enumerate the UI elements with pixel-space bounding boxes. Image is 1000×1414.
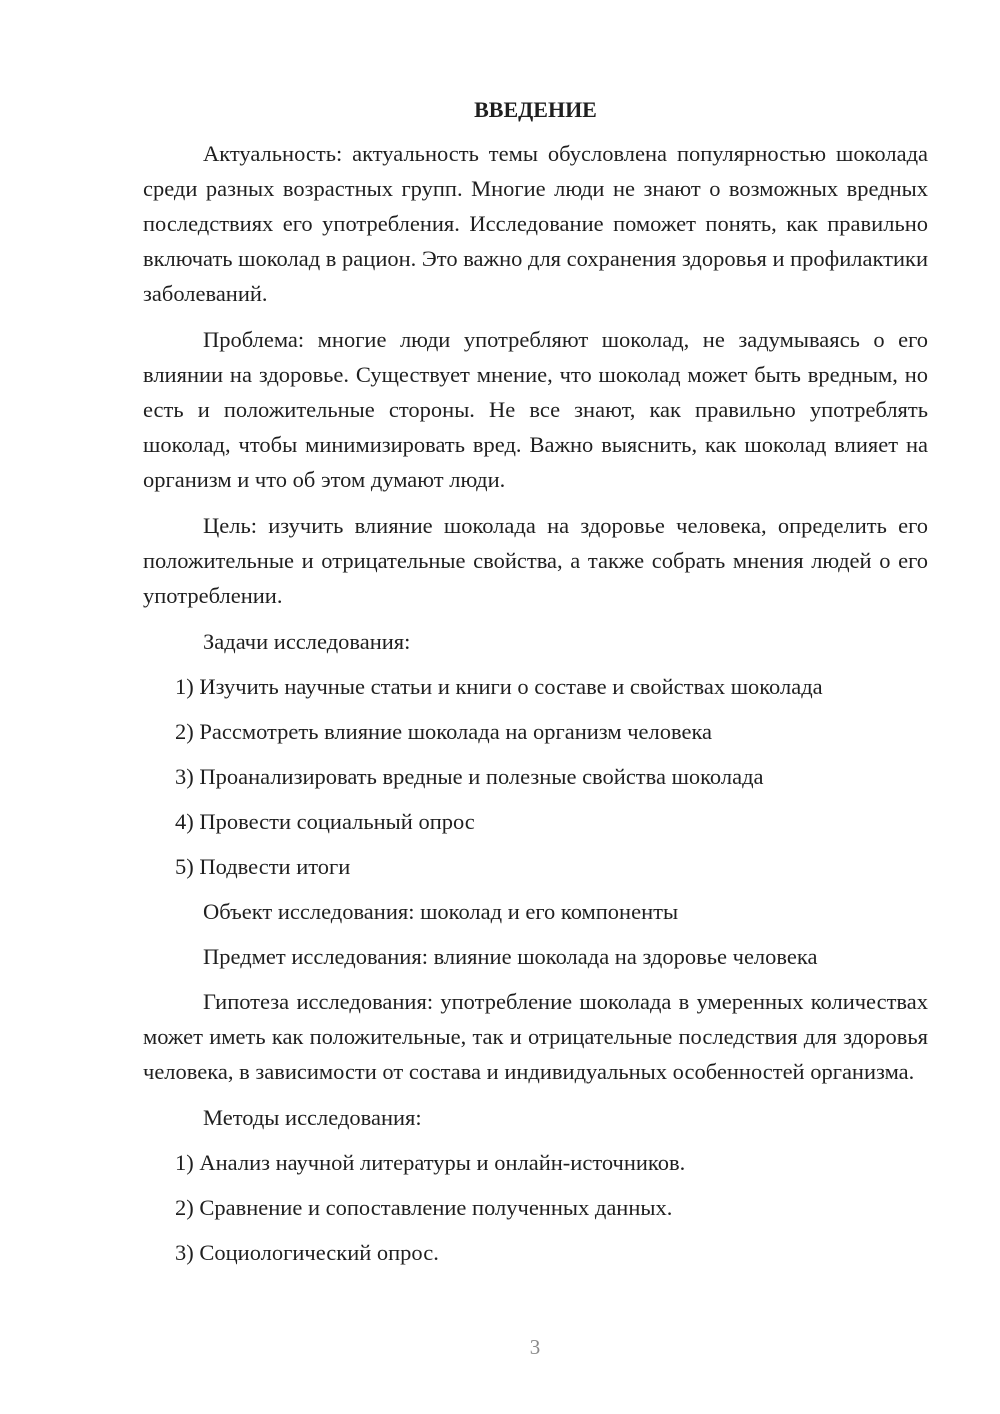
research-subject: Предмет исследования: влияние шоколада на здоровье человека bbox=[203, 944, 818, 969]
method-item: 1) Анализ научной литературы и онлайн-источников. bbox=[175, 1150, 686, 1175]
page-number: 3 bbox=[529, 1335, 541, 1359]
hypothesis-paragraph: Гипотеза исследования: употребление шоколада в умеренных количествах может иметь как положительные, так и отрицательные последствия для здоровья человека, в зависимости от состава и индивидуальных особенностей организма. bbox=[143, 989, 928, 1084]
tasks-heading: Задачи исследования: bbox=[203, 629, 411, 654]
research-object: Объект исследования: шоколад и его компоненты bbox=[203, 899, 679, 924]
methods-heading: Методы исследования: bbox=[203, 1105, 422, 1130]
task-item: 2) Рассмотреть влияние шоколада на организм человека bbox=[175, 719, 713, 744]
goal-paragraph: Цель: изучить влияние шоколада на здоровье человека, определить его положительные и отрицательные свойства, а также собрать мнения людей о его употреблении. bbox=[143, 513, 928, 608]
page-content bbox=[143, 95, 928, 1280]
relevance-paragraph: Актуальность: актуальность темы обусловлена популярностью шоколада среди разных возрастных групп. Многие люди не знают о возможных вредных последствиях его употребления. Исследование поможет понять, как правильно включать шоколад в рацион. Это важно для сохранения здоровья и профилактики заболеваний. bbox=[143, 141, 928, 306]
method-item: 3) Социологический опрос. bbox=[175, 1240, 439, 1265]
task-item: 4) Провести социальный опрос bbox=[175, 809, 475, 834]
task-item: 5) Подвести итоги bbox=[175, 854, 351, 879]
problem-paragraph: Проблема: многие люди употребляют шоколад, не задумываясь о его влиянии на здоровье. Существует мнение, что шоколад может быть вредным, но есть и положительные стороны. Не все знают, как правильно употреблять шоколад, чтобы минимизировать вред. Важно выяснить, как шоколад влияет на организм и что об этом думают люди. bbox=[143, 327, 928, 492]
method-item: 2) Сравнение и сопоставление полученных данных. bbox=[175, 1195, 673, 1220]
task-item: 1) Изучить научные статьи и книги о составе и свойствах шоколада bbox=[175, 674, 823, 699]
task-item: 3) Проанализировать вредные и полезные свойства шоколада bbox=[175, 764, 764, 789]
page-title: ВВЕДЕНИЕ bbox=[474, 97, 597, 122]
